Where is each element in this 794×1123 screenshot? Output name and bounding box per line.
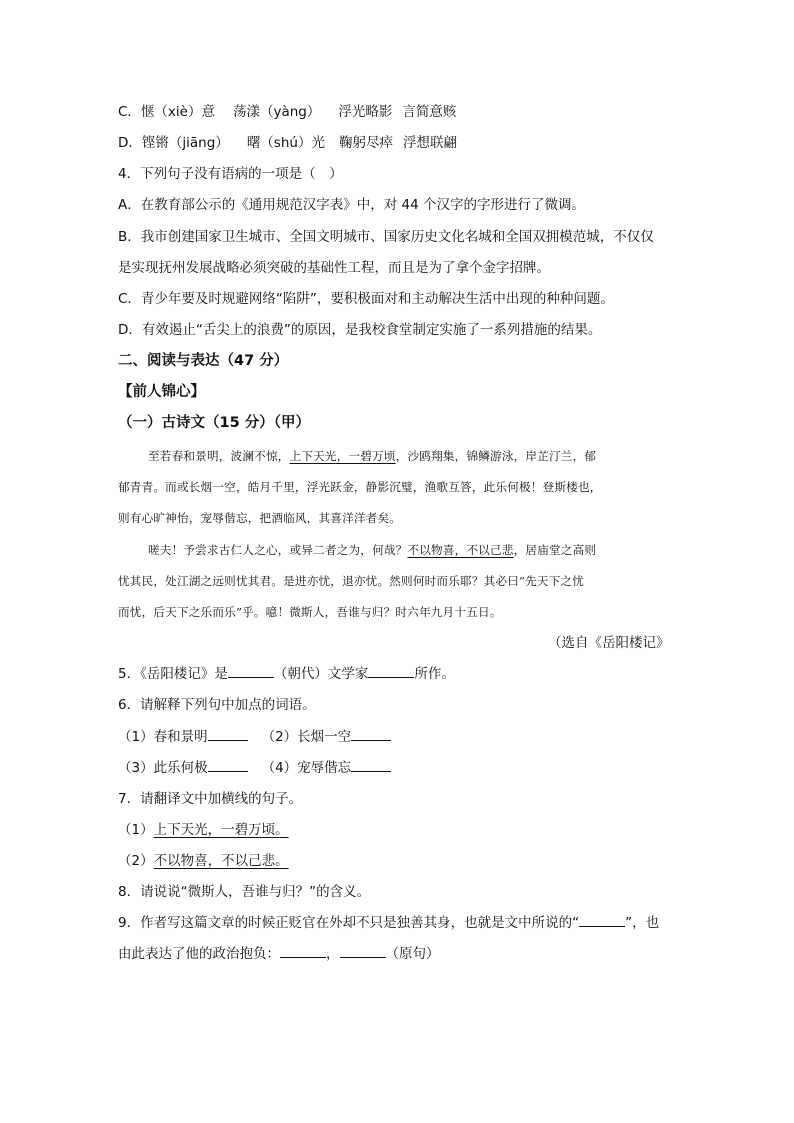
answer-blank[interactable] — [351, 759, 391, 772]
underlined-sentence: 不以物喜，不以己悲 — [407, 543, 514, 557]
underlined-sentence: 上下天光，一碧万顷 — [289, 449, 396, 463]
answer-blank[interactable] — [579, 914, 625, 927]
option-item: 浮想联翩 — [402, 135, 457, 151]
q4-option-c: C．青少年要及时规避网络“陷阱”，要积极面对和主动解决生活中出现的种种问题。 — [118, 291, 614, 307]
q3-option-d — [118, 134, 457, 152]
q4-option-d: D．有效遏止“舌尖上的浪费”的原因，是我校食堂制定实施了一系列措施的结果。 — [118, 322, 602, 338]
option-item: 浮光略影 — [338, 104, 393, 120]
q6-row: （1）春和景明 （2）长烟一空 — [118, 728, 391, 746]
passage-line: 至若春和景明，波澜不惊，上下天光，一碧万顷，沙鸥翔集，锦鳞游泳，岸芷汀兰，郁 — [148, 449, 597, 463]
passage-line: 忧其民，处江湖之远则忧其君。是进亦忧，退亦忧。然则何时而乐耶？其必曰“先天下之忧 — [118, 574, 585, 588]
q7-stem: 7．请翻译文中加横线的句子。 — [118, 791, 303, 807]
option-item: 曙（shú）光 — [246, 135, 325, 151]
q7-item: （1）上下天光，一碧万顷。 — [118, 822, 289, 838]
option-label: D． — [118, 135, 142, 151]
option-label: C． — [118, 104, 141, 120]
passage-line: 而忧，后天下之乐而乐”乎。噫！微斯人，吾谁与归？时六年九月十五日。 — [118, 605, 502, 619]
q4-option-b-line1: B．我市创建国家卫生城市、全国文明城市、国家历史文化名城和全国双拥模范城，不仅仅 — [118, 229, 654, 245]
answer-blank[interactable] — [208, 728, 248, 741]
answer-blank[interactable] — [368, 665, 414, 678]
q5-stem: 5．《岳阳楼记》是 （朝代）文学家 所作。 — [118, 666, 455, 682]
option-item: 荡漾（yàng） — [232, 104, 321, 120]
part-heading: （一）古诗文（15 分）（甲） — [118, 415, 310, 431]
q3-option-c — [118, 103, 456, 121]
option-item: 言简意赅 — [402, 104, 457, 120]
passage-line: 则有心旷神怡，宠辱偕忘，把酒临风，其喜洋洋者矣。 — [118, 511, 402, 525]
q9-line2: 由此表达了他的政治抱负： ， （原句） — [118, 946, 440, 962]
q8-stem: 8．请说说“微斯人，吾谁与归？”的含义。 — [118, 884, 371, 900]
q6-row: （3）此乐何极 （4）宠辱偕忘 — [118, 759, 391, 777]
q7-item: （2）不以物喜，不以己悲。 — [118, 853, 289, 869]
section-subtitle: 【前人锦心】 — [118, 384, 205, 400]
passage-line: 郁青青。而或长烟一空，皓月千里，浮光跃金，静影沉璧，渔歌互答，此乐何极！登斯楼也， — [118, 480, 602, 494]
answer-blank[interactable] — [208, 759, 248, 772]
answer-blank[interactable] — [351, 728, 391, 741]
option-item: 鞠躬尽瘁 — [338, 135, 393, 151]
option-item: 惬（xiè）意 — [140, 104, 215, 120]
option-item: 铿锵（jiāng） — [141, 135, 229, 151]
q9-line1: 9．作者写这篇文章的时候正贬官在外却不只是独善其身，也就是文中所说的“ ”，也 — [118, 915, 660, 931]
section-title: 二、阅读与表达（47 分） — [118, 353, 289, 369]
q4-option-a: A．在教育部公示的《通用规范汉字表》中，对 44 个汉字的字形进行了微调。 — [118, 197, 585, 213]
passage-line: 嗟夫！予尝求古仁人之心，或异二者之为，何哉？不以物喜，不以己悲，居庙堂之高则 — [148, 543, 597, 557]
answer-blank[interactable] — [340, 945, 386, 958]
q6-stem: 6．请解释下列句中加点的词语。 — [118, 697, 316, 713]
answer-blank[interactable] — [228, 665, 274, 678]
answer-blank[interactable] — [280, 945, 326, 958]
q4-option-b-line2: 是实现抚州发展战略必须突破的基础性工程，而且是为了拿个金字招牌。 — [118, 260, 550, 276]
q4-stem: 4．下列句子没有语病的一项是（ ） — [118, 166, 343, 182]
passage-source: （选自《岳阳楼记》 — [548, 635, 670, 651]
